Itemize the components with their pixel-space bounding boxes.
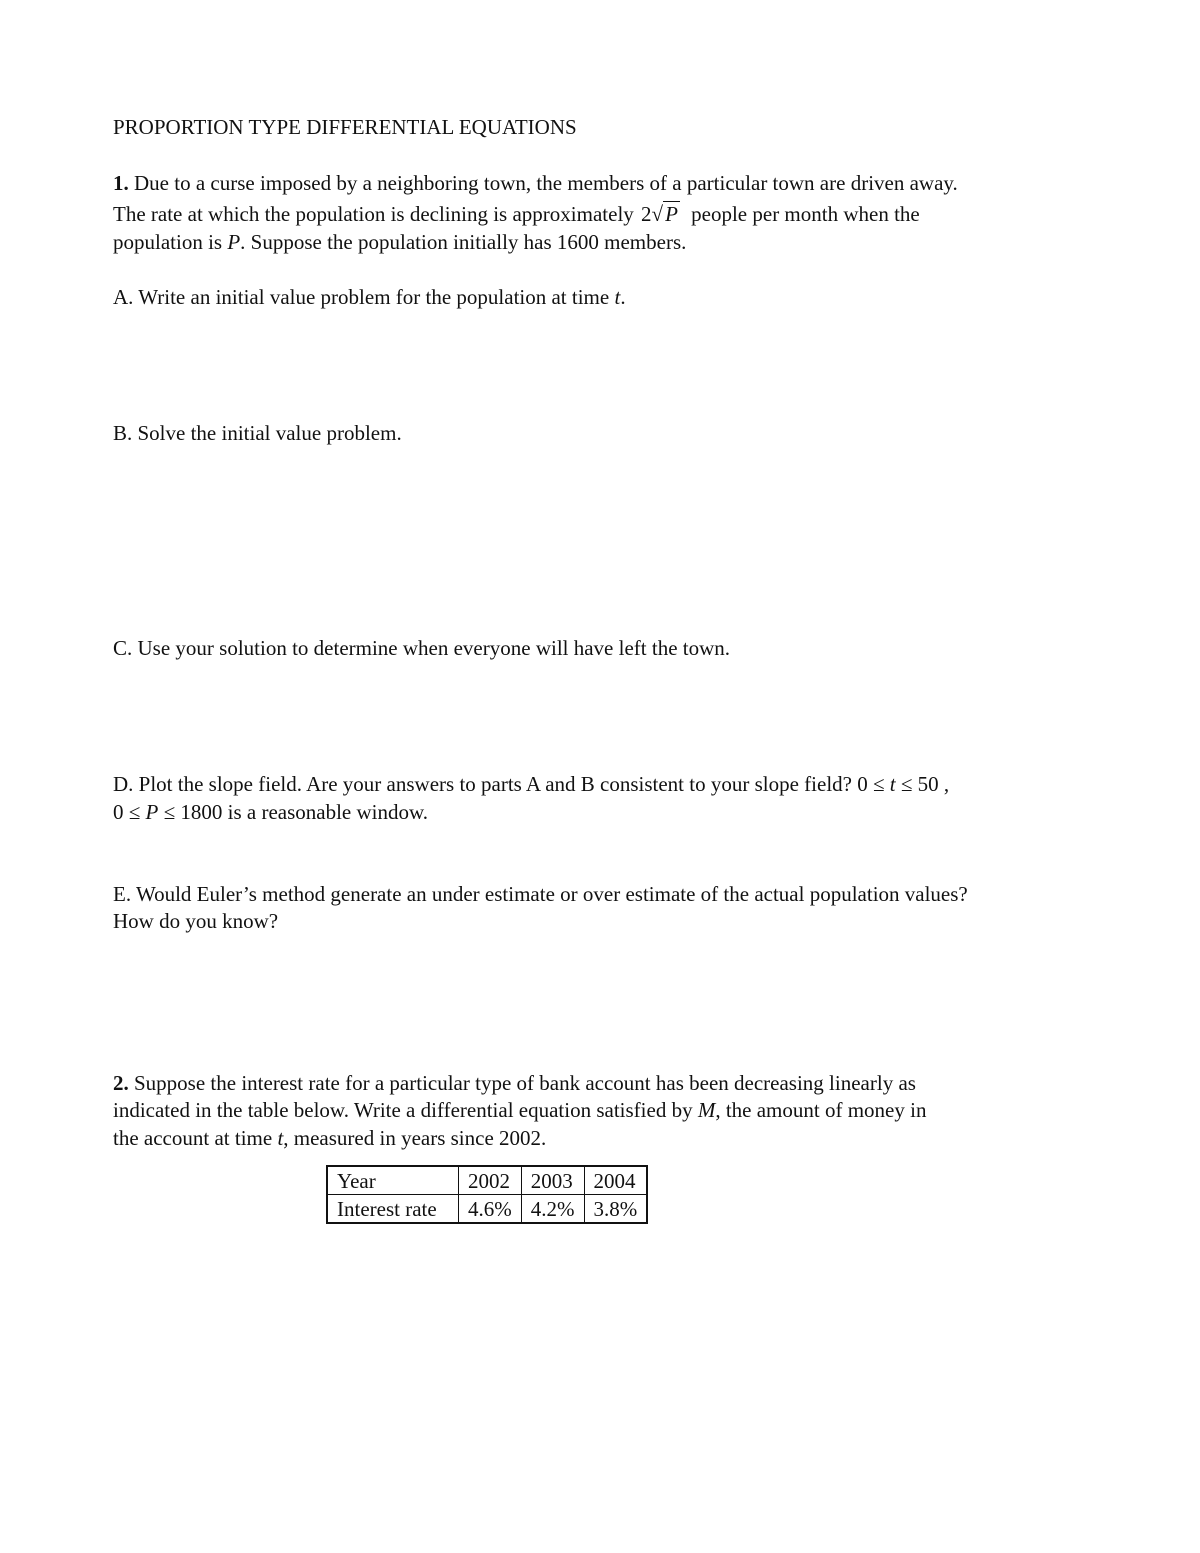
- problem-1-text-1: Due to a curse imposed by a neighboring town, the members of a particular town are driven away.: [134, 171, 958, 195]
- part-a-prompt: [113, 284, 626, 310]
- table-cell: 2003: [521, 1166, 584, 1195]
- population-variable: P: [227, 230, 241, 254]
- problem-1-text-2: The rate at which the population is declining is approximately: [113, 202, 640, 226]
- problem-1-number: 1.: [113, 171, 129, 195]
- part-a-text: A. Write an initial value problem for the population at time: [113, 285, 615, 309]
- money-variable: M: [697, 1098, 716, 1122]
- rate-expression: [641, 201, 680, 227]
- problem-2-number: 2.: [113, 1071, 129, 1095]
- problem-2-text-2: indicated in the table below. Write a differential equation satisfied by: [113, 1098, 698, 1122]
- table-header-interest-rate: Interest rate: [327, 1195, 459, 1224]
- part-a-period: .: [620, 285, 626, 309]
- problem-1-text-3-end: . Suppose the population initially has 1600 members.: [240, 230, 687, 254]
- worksheet-title: PROPORTION TYPE DIFFERENTIAL EQUATIONS: [113, 115, 577, 139]
- sqrt-symbol: √: [651, 202, 664, 226]
- table-header-year: Year: [327, 1166, 459, 1195]
- part-d-text: D. Plot the slope field. Are your answers to parts A and B consistent to your slope field?: [113, 772, 858, 796]
- table-cell: 2004: [584, 1166, 647, 1195]
- problem-2-text-3-end: , measured in years since 2002.: [283, 1126, 547, 1150]
- problem-2-line-3: [113, 1125, 546, 1151]
- population-window-variable: P: [145, 800, 159, 824]
- problem-1-line-1: [113, 170, 958, 196]
- population-window-upper: ≤ 1800: [158, 800, 223, 824]
- part-c-prompt: C. Use your solution to determine when everyone will have left the town.: [113, 636, 731, 660]
- population-window-lower: 0 ≤: [113, 800, 146, 824]
- problem-2-line-1: [113, 1070, 916, 1096]
- table-cell: 4.6%: [459, 1195, 522, 1224]
- interest-rate-table: [326, 1165, 648, 1224]
- time-window-variable: t: [889, 772, 896, 796]
- rate-variable: P: [665, 202, 678, 226]
- problem-2-text-1: Suppose the interest rate for a particular type of bank account has been decreasing linearly as: [128, 1071, 916, 1095]
- part-e-line-1: E. Would Euler’s method generate an under estimate or over estimate of the actual population values?: [113, 882, 968, 906]
- problem-1-text-3: population is: [113, 230, 228, 254]
- part-e-line-2: How do you know?: [113, 909, 279, 933]
- time-window-lower: 0 ≤: [857, 772, 890, 796]
- table-row: [327, 1195, 647, 1224]
- problem-1-text-2-end: people per month when the: [685, 202, 920, 226]
- rate-coefficient: 2: [641, 202, 652, 226]
- table-cell: 4.2%: [521, 1195, 584, 1224]
- part-d-line-1: [113, 771, 949, 797]
- table-row: [327, 1166, 647, 1195]
- part-d-comma: ,: [938, 772, 950, 796]
- time-window-upper: ≤ 50: [895, 772, 939, 796]
- population-window-inequality: [113, 800, 222, 824]
- problem-2-text-2-end: , the amount of money in: [715, 1098, 927, 1122]
- time-variable: t: [614, 285, 621, 309]
- problem-2-line-2: [113, 1097, 926, 1123]
- time-variable-2: t: [277, 1126, 284, 1150]
- problem-2-text-3: the account at time: [113, 1126, 278, 1150]
- time-window-inequality: [857, 772, 938, 796]
- problem-1-line-3: [113, 229, 686, 255]
- problem-1-line-2: [113, 201, 920, 227]
- table-cell: 2002: [459, 1166, 522, 1195]
- part-d-text-2: is a reasonable window.: [222, 800, 429, 824]
- part-b-prompt: B. Solve the initial value problem.: [113, 421, 402, 445]
- table-cell: 3.8%: [584, 1195, 647, 1224]
- part-d-line-2: [113, 799, 428, 825]
